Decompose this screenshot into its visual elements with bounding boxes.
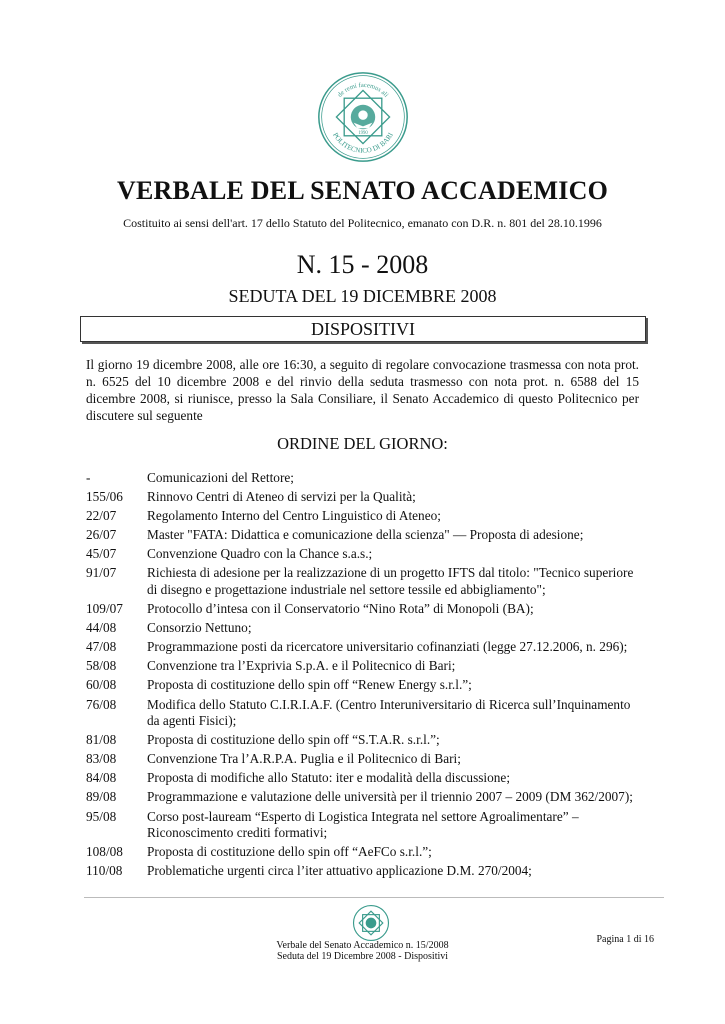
footer-line-2: Seduta del 19 Dicembre 2008 - Dispositivi <box>276 951 449 962</box>
agenda-item-text: Master "FATA: Didattica e comunicazione della scienza" — Proposta di adesione; <box>147 527 584 543</box>
agenda-item <box>86 546 646 563</box>
agenda-item-text: Proposta di costituzione dello spin off “S.T.A.R. s.r.l.”; <box>147 732 440 748</box>
agenda-item-code: 58/08 <box>86 658 117 674</box>
agenda-item-code: 91/07 <box>86 565 117 581</box>
seal-institution: POLITECNICO DI BARI <box>331 131 395 155</box>
section-heading-box: DISPOSITIVI <box>80 316 646 342</box>
politecnico-seal-logo <box>316 70 410 164</box>
agenda-item <box>86 751 646 768</box>
session-date: SEDUTA DEL 19 DICEMBRE 2008 <box>228 286 497 306</box>
agenda-item <box>86 697 646 730</box>
agenda-item-code: 76/08 <box>86 696 117 712</box>
agenda-item-code: 89/08 <box>86 789 117 805</box>
document-title: VERBALE DEL SENATO ACCADEMICO <box>117 176 608 205</box>
footer-seal-logo <box>352 904 390 942</box>
seal-motto: de remi facemus ali <box>336 81 390 99</box>
agenda-item <box>86 770 646 787</box>
agenda-item <box>86 565 646 598</box>
agenda-item-text: Programmazione posti da ricercatore universitario cofinanziati (legge 27.12.2006, n. 296); <box>147 639 628 655</box>
agenda-item-code: 81/08 <box>86 732 117 748</box>
agenda-item-text: Proposta di costituzione dello spin off “AeFCo s.r.l.”; <box>147 844 432 860</box>
agenda-item-code: - <box>86 470 91 485</box>
seal-year: 1990 <box>358 130 368 136</box>
agenda-item-code: 95/08 <box>86 808 117 824</box>
agenda-item <box>86 789 646 806</box>
agenda-item-text: Proposta di modifiche allo Statuto: iter e modalità della discussione; <box>147 770 511 786</box>
agenda-item-code: 22/07 <box>86 508 117 524</box>
agenda-item <box>86 527 646 544</box>
agenda-item-text: Proposta di costituzione dello spin off “Renew Energy s.r.l.”; <box>147 677 472 693</box>
verbale-number: N. 15 - 2008 <box>296 250 429 279</box>
agenda-item <box>86 508 646 525</box>
agenda-item <box>86 489 646 506</box>
footer-divider <box>84 897 664 898</box>
intro-paragraph: Il giorno 19 dicembre 2008, alle ore 16:30, a seguito di regolare convocazione trasmessa con nota prot. n. 6525 del 10 dicembre 2008 e del rinvio della seduta trasmesso con nota prot. n. 6588 del 15 dicembre 2008, si riunisce, presso la Sala Consiliare, il Senato Accademico di questo Politecnico per discutere sul seguente <box>86 357 639 423</box>
agenda-item-text: Protocollo d’intesa con il Conservatorio “Nino Rota” di Monopoli (BA); <box>147 601 534 617</box>
agenda-item-code: 84/08 <box>86 770 117 786</box>
agenda-item-text: Regolamento Interno del Centro Linguistico di Ateneo; <box>147 508 441 524</box>
footer-line-1: Verbale del Senato Accademico n. 15/2008 <box>276 940 449 951</box>
agenda-item <box>86 639 646 656</box>
agenda-item-text: Convenzione Quadro con la Chance s.a.s.; <box>147 546 373 562</box>
agenda-item-text: Consorzio Nettuno; <box>147 620 252 636</box>
agenda-item <box>86 844 646 861</box>
agenda-item <box>86 601 646 618</box>
agenda-item-code: 155/06 <box>86 489 123 505</box>
agenda-item-text: Rinnovo Centri di Ateneo di servizi per la Qualità; <box>147 489 416 505</box>
document-subtitle: Costituito ai sensi dell'art. 17 dello Statuto del Politecnico, emanato con D.R. n. 801 del 28.10.1996 <box>123 216 602 230</box>
agenda-item-text: Convenzione Tra l’A.R.P.A. Puglia e il Politecnico di Bari; <box>147 751 461 767</box>
agenda-item <box>86 809 646 842</box>
agenda-item-code: 47/08 <box>86 639 117 655</box>
agenda-item-code: 45/07 <box>86 546 117 562</box>
agenda-item <box>86 658 646 675</box>
agenda-item-code: 44/08 <box>86 620 117 636</box>
agenda-item <box>86 677 646 694</box>
agenda-item-code: 26/07 <box>86 527 117 543</box>
agenda-item-code: 108/08 <box>86 844 123 860</box>
agenda-item <box>86 470 646 487</box>
page-number: Pagina 1 di 16 <box>596 934 654 945</box>
agenda-item-code: 110/08 <box>86 863 123 879</box>
agenda-item <box>86 620 646 637</box>
agenda-item-text: Richiesta di adesione per la realizzazione di un progetto IFTS dal titolo: "Tecnico superiore di disegno e progettazione industriale nel settore tessile ed abbigliamento"; <box>147 565 634 597</box>
agenda-item-text: Programmazione e valutazione delle università per il triennio 2007 – 2009 (DM 362/2007); <box>147 789 633 805</box>
agenda-item-text: Problematiche urgenti circa l’iter attuativo applicazione D.M. 270/2004; <box>147 863 532 879</box>
agenda-item-text: Convenzione tra l’Exprivia S.p.A. e il Politecnico di Bari; <box>147 658 456 674</box>
agenda-item-text: Comunicazioni del Rettore; <box>147 470 294 485</box>
agenda-item-code: 60/08 <box>86 677 117 693</box>
agenda-item-code: 83/08 <box>86 751 117 767</box>
agenda-item <box>86 732 646 749</box>
agenda-list <box>86 470 646 882</box>
agenda-item-code: 109/07 <box>86 601 123 617</box>
agenda-item <box>86 863 646 880</box>
agenda-item-text: Corso post-lauream “Esperto di Logistica Integrata nel settore Agroalimentare” – Riconoscimento crediti formativi; <box>147 808 579 840</box>
agenda-title: ORDINE DEL GIORNO: <box>277 434 448 453</box>
agenda-item-text: Modifica dello Statuto C.I.R.I.A.F. (Centro Interuniversitario di Ricerca sull’Inquinamento da agenti Fisici); <box>147 696 631 729</box>
